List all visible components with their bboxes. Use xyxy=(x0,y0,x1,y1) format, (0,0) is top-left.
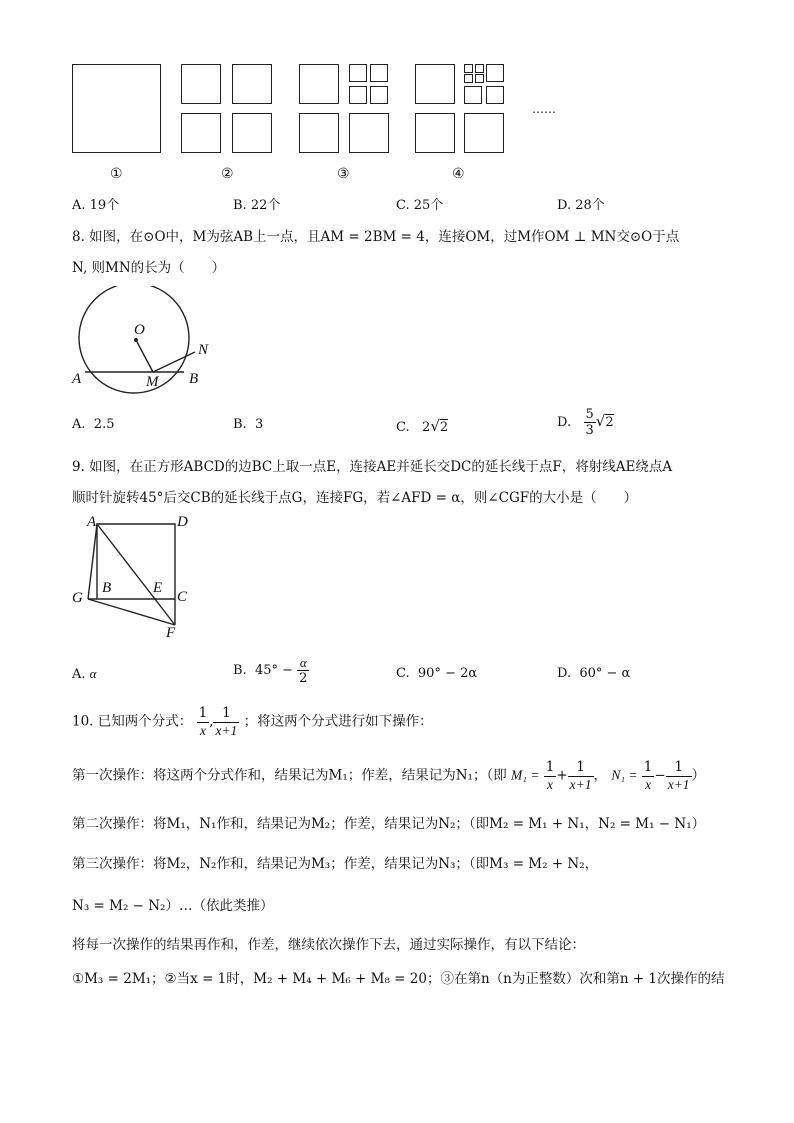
option-d[interactable]: D. 60° − α xyxy=(557,666,631,681)
q10-step3: 第三次操作：将M₂，N₂作和，结果记为M₃；作差，结果记为N₃；（即M₃ = M₂ + N₂， xyxy=(72,856,599,872)
figure-3-square xyxy=(299,64,339,104)
q10-step3b: N₃ = M₂ − N₂）…（依此类推） xyxy=(72,898,274,914)
sqrt-expression: 2√2 xyxy=(422,417,449,435)
figure-4-small-square xyxy=(464,86,482,104)
segment-af xyxy=(97,524,175,625)
q10-step2: 第二次操作：将M₁，N₁作和，结果记为M₂；作差，结果记为N₂；（即M₂ = M₁ + N₁，N₂ = M₁ − N₁） xyxy=(72,816,706,832)
option-b[interactable]: B. 22个 xyxy=(233,198,281,213)
figure-4-square xyxy=(415,64,455,104)
figure-label-2: ② xyxy=(221,166,234,182)
option-c[interactable]: C. 90° − 2α xyxy=(396,666,478,681)
figure-3-small-square xyxy=(349,86,367,104)
figure-4-tiny-square xyxy=(475,74,484,83)
label-a: A xyxy=(72,371,82,387)
label-o: O xyxy=(134,322,145,338)
option-a[interactable]: A. 19个 xyxy=(72,198,120,213)
figure-4-square xyxy=(464,113,504,153)
option-c[interactable]: C. 25个 xyxy=(396,198,444,213)
q10-intro: 10. 已知两个分式： $\frac{1}{x}$ , $\frac{1}{x+1}$ ；将这两个分式进行如下操作： xyxy=(72,705,433,738)
figure-4-small-square xyxy=(486,86,504,104)
option-c[interactable]: C. 2√2 xyxy=(396,417,449,435)
figure-2-square xyxy=(181,113,221,153)
fraction-1-x-plus-1: $\frac{1}{x+1}$ xyxy=(215,705,238,738)
q10-step1: 第一次操作：将这两个分式作和，结果记为M₁；作差，结果记为N₁；（即 M₁ = $\frac{1}{x}$ + $\frac{1}{x+1}$ ， N₁ = $\frac{1}{x}$ − $\frac{1}{x+1}$ ） xyxy=(72,759,706,792)
fraction: $\frac{1}{x}$ xyxy=(545,759,555,792)
figure-label-1: ① xyxy=(110,166,123,182)
fraction-1-x: $\frac{1}{x}$ xyxy=(198,705,208,738)
figure-3-small-square xyxy=(370,64,388,82)
figure-2-square xyxy=(232,64,272,104)
option-d[interactable]: D. 28个 xyxy=(557,198,605,213)
figure-4-small-square xyxy=(486,64,504,82)
segment-gf xyxy=(88,599,175,625)
fraction: $\frac{1}{x+1}$ xyxy=(569,759,592,792)
q8-stem-line1: 8. 如图，在⊙O中，M为弦AB上一点，且AM = 2BM = 4，连接OM，过M作OM ⊥ MN交⊙O于点 xyxy=(72,229,680,245)
label-m: M xyxy=(146,374,159,390)
figure-3-small-square xyxy=(370,86,388,104)
option-b[interactable]: B. 45° − $\frac{\alpha}{2}$ xyxy=(233,655,308,686)
figure-ellipsis: …… xyxy=(532,102,556,116)
label-b: B xyxy=(189,371,199,387)
option-a[interactable]: A. 2.5 xyxy=(72,417,115,432)
q8-stem-line2: N, 则MN的长为（ ） xyxy=(72,260,226,276)
q9-stem-line2: 顺时针旋转45°后交CB的延长线于点G，连接FG，若∠AFD = α，则∠CGF的大小是（ ） xyxy=(72,490,638,506)
q10-continue: 将每一次操作的结果再作和，作差，继续依次操作下去，通过实际操作，有以下结论： xyxy=(72,937,585,953)
label-a: A xyxy=(87,514,97,530)
label-f: F xyxy=(166,625,176,641)
fraction-alpha-2: $\frac{\alpha}{2}$ xyxy=(299,655,308,686)
figure-2-square xyxy=(232,113,272,153)
q10-conclusions: ①M₃ = 2M₁；②当x = 1时，M₂ + M₄ + M₆ + M₈ = 20；③在第n（n为正整数）次和第n + 1次操作的结 xyxy=(72,971,725,987)
option-d[interactable]: D. $\frac{5}{3}$ √2 xyxy=(557,407,614,438)
segment-om xyxy=(136,340,153,372)
fraction: $\frac{1}{x}$ xyxy=(643,759,653,792)
label-g: G xyxy=(72,590,83,606)
figure-3-square xyxy=(349,113,389,153)
label-d: D xyxy=(177,514,188,530)
figure-label-4: ④ xyxy=(452,166,465,182)
figure-4-tiny-square xyxy=(464,74,473,83)
option-b[interactable]: B. 3 xyxy=(233,417,264,432)
figure-3-small-square xyxy=(349,64,367,82)
fraction-5-3: $\frac{5}{3}$ xyxy=(585,407,594,438)
figure-2-square xyxy=(181,64,221,104)
label-c: C xyxy=(177,589,188,605)
figure-1-square xyxy=(72,64,161,153)
figure-label-3: ③ xyxy=(337,166,350,182)
label-e: E xyxy=(153,580,163,596)
q9-stem-line1: 9. 如图，在正方形ABCD的边BC上取一点E，连接AE并延长交DC的延长线于点F，将射线AE绕点A xyxy=(72,459,673,475)
label-b: B xyxy=(102,580,112,596)
figure-3-square xyxy=(299,113,339,153)
fraction: $\frac{1}{x+1}$ xyxy=(667,759,690,792)
segment-mn xyxy=(153,352,195,372)
option-a[interactable]: A. α xyxy=(72,666,97,682)
circle-o xyxy=(79,286,189,393)
segment-ag xyxy=(88,524,97,599)
figure-4-tiny-square xyxy=(464,64,473,73)
label-n: N xyxy=(198,342,209,358)
q9-figure xyxy=(80,515,190,640)
figure-4-tiny-square xyxy=(475,64,484,73)
figure-4-square xyxy=(415,113,455,153)
